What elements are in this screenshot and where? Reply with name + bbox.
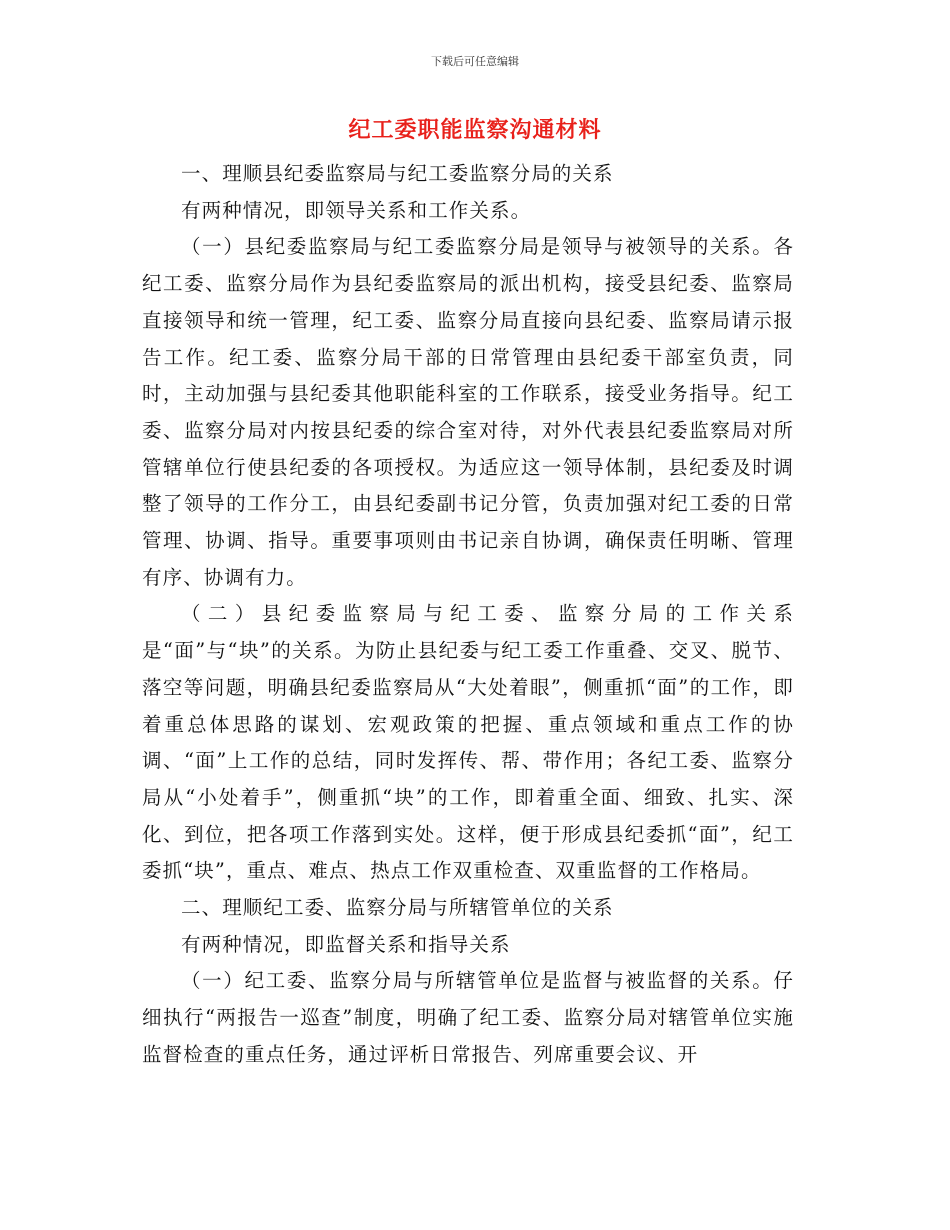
paragraph: 有两种情况，即监督关系和指导关系	[181, 932, 511, 956]
document-body	[142, 156, 794, 1074]
paragraph: （一）县纪委监察局与纪工委监察分局是领导与被领导的关系。各纪工委、监察分局作为县纪委监察局的派出机构，接受县纪委、监察局直接领导和统一管理，纪工委、监察分局直接向县纪委、监察局请示报告工作。纪工委、监察分局干部的日常管理由县纪委干部室负责，同时，主动加强与县纪委其他职能科室的工作联系，接受业务指导。纪工委、监察分局对内按县纪委的综合室对待，对外代表县纪委监察局对所管辖单位行使县纪委的各项授权。为适应这一领导体制，县纪委及时调整了领导的工作分工，由县纪委副书记分管，负责加强对纪工委的日常管理、协调、指导。重要事项则由书记亲自协调，确保责任明晰、管理有序、协调有力。	[142, 235, 794, 589]
section-heading-1: 一、理顺县纪委监察局与纪工委监察分局的关系	[181, 162, 614, 185]
paragraph: （二）县纪委监察局与纪工委、监察分局的工作关系是“面”与“块”的关系。为防止县纪委与纪工委工作重叠、交叉、脱节、落空等问题，明确县纪委监察局从“大处着眼”，侧重抓“面”的工作，即着重总体思路的谋划、宏观政策的把握、重点领域和重点工作的协调、“面”上工作的总结，同时发挥传、帮、带作用；各纪工委、监察分局从“小处着手”，侧重抓“块”的工作，即着重全面、细致、扎实、深化、到位，把各项工作落到实处。这样，便于形成县纪委抓“面”，纪工委抓“块”，重点、难点、热点工作双重检查、双重监督的工作格局。	[142, 602, 794, 883]
document-title: 纪工委职能监察沟通材料	[348, 117, 602, 143]
header-note: 下载后可任意编辑	[431, 55, 519, 68]
paragraph: （一）纪工委、监察分局与所辖管单位是监督与被监督的关系。仔细执行“两报告一巡查”制度，明确了纪工委、监察分局对辖管单位实施监督检查的重点任务，通过评析日常报告、列席重要会议、开	[142, 969, 794, 1066]
section-heading-2: 二、理顺纪工委、监察分局与所辖管单位的关系	[181, 896, 614, 920]
paragraph: 有两种情况，即领导关系和工作关系。	[181, 198, 532, 222]
